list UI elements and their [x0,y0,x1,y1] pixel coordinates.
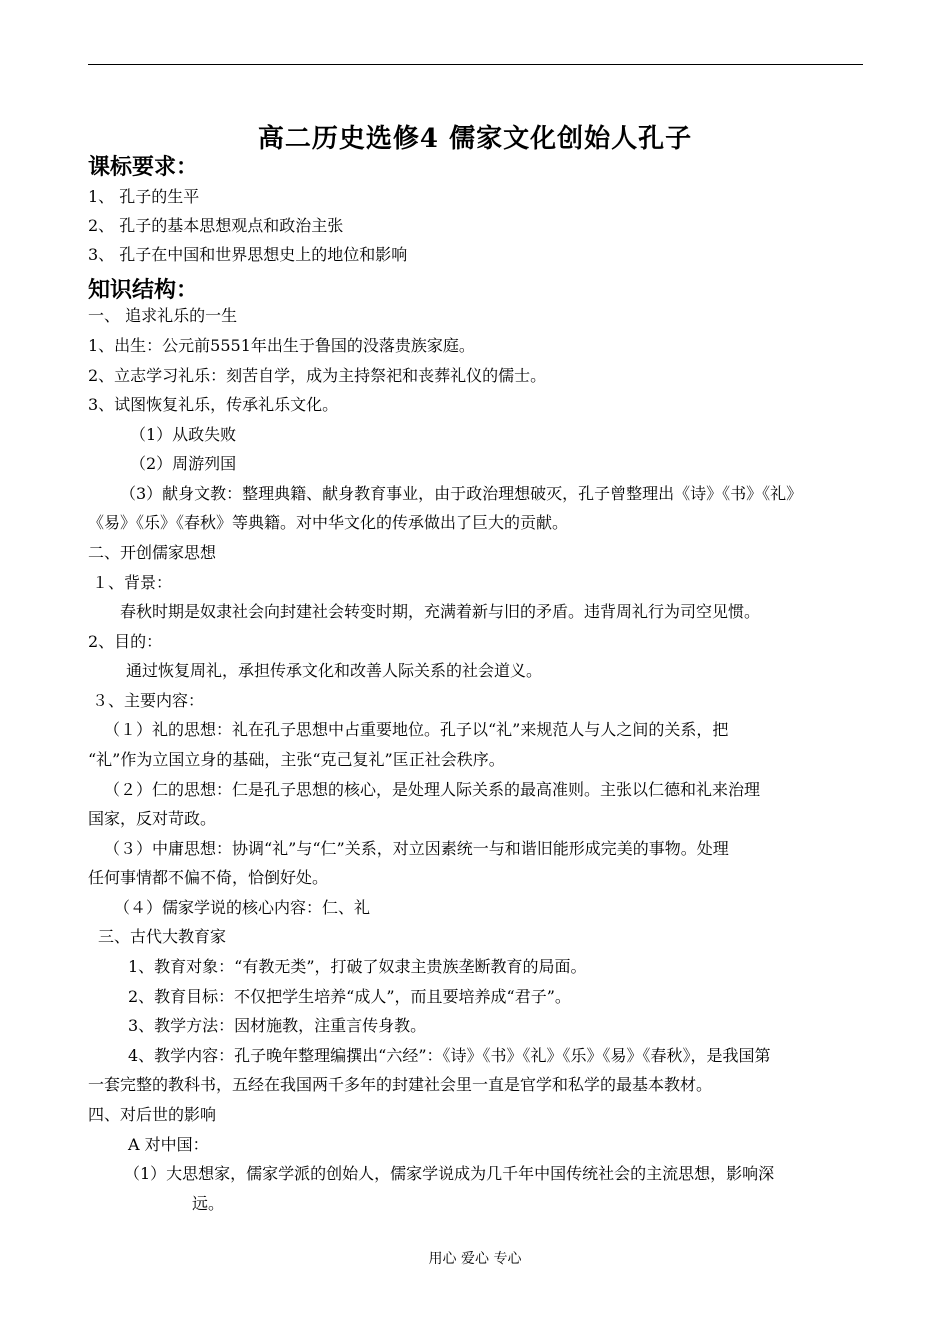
text-line: ３、主要内容： [92,691,205,710]
document-title: 高二历史选修4 儒家文化创始人孔子 [257,124,693,154]
text-line: （３）中庸思想：协调“礼”与“仁”关系，对立因素统一与和谐旧能形成完美的事物。处理 [104,839,729,858]
text-line: （1）大思想家，儒家学派的创始人，儒家学说成为几千年中国传统社会的主流思想，影响深 [124,1164,775,1183]
text-line: 3、试图恢复礼乐，传承礼乐文化。 [88,395,339,414]
text-line: 国家，反对苛政。 [88,809,217,828]
text-line: A 对中国： [128,1135,209,1154]
text-line: 《易》《乐》《春秋》等典籍。对中华文化的传承做出了巨大的贡献。 [88,513,569,532]
text-line: １、背景： [92,573,173,592]
curriculum-heading: 课标要求： [88,155,199,180]
text-line: 任何事情都不偏不倚，恰倒好处。 [88,868,329,887]
text-line: 远。 [192,1194,225,1213]
text-line: 2、教育目标：不仅把学生培养“成人”，而且要培养成“君子”。 [128,987,571,1006]
text-line: （2）周游列国 [130,454,237,473]
text-line: 4、教学内容：孔子晚年整理编撰出“六经”：《诗》《书》《礼》《乐》《易》《春秋》，是我国第 [128,1046,771,1065]
text-line: （3）献身文教：整理典籍、献身教育事业，由于政治理想破灭，孔子曾整理出《诗》《书》《礼》 [120,484,803,503]
text-line: （１）礼的思想：礼在孔子思想中占重要地位。孔子以“礼”来规范人与人之间的关系，把 [104,720,729,739]
text-line: 3、教学方法：因材施教，注重言传身教。 [128,1016,427,1035]
page-footer: 用心 爱心 专心 [428,1251,522,1267]
text-line: 一套完整的教科书，五经在我国两千多年的封建社会里一直是官学和私学的最基本教材。 [88,1075,713,1094]
knowledge-heading: 知识结构： [88,278,199,303]
text-line: （1）从政失败 [130,425,237,444]
section-heading-2: 二、开创儒家思想 [88,543,217,562]
text-line: 1、教育对象：“有教无类”，打破了奴隶主贵族垄断教育的局面。 [128,957,587,976]
text-line: 2、目的： [88,632,163,651]
text-line: （２）仁的思想：仁是孔子思想的核心，是处理人际关系的最高准则。主张以仁德和礼来治理 [104,780,761,799]
section-heading-3: 三、古代大教育家 [98,927,227,946]
text-line: 春秋时期是奴隶社会向封建社会转变时期，充满着新与旧的矛盾。违背周礼行为司空见惯。 [120,602,761,621]
curriculum-item: 2、 孔子的基本思想观点和政治主张 [88,216,344,235]
curriculum-item: 3、 孔子在中国和世界思想史上的地位和影响 [88,245,408,264]
text-line: “礼”作为立国立身的基础，主张“克己复礼”匡正社会秩序。 [88,750,505,769]
header-rule [88,64,863,65]
section-heading-1: 一、 追求礼乐的一生 [88,306,238,325]
text-line: 1、出生：公元前5551年出生于鲁国的没落贵族家庭。 [88,336,475,355]
text-line: 通过恢复周礼，承担传承文化和改善人际关系的社会道义。 [126,661,543,680]
text-line: （４）儒家学说的核心内容：仁、礼 [114,898,371,917]
section-heading-4: 四、对后世的影响 [88,1105,217,1124]
text-line: 2、立志学习礼乐：刻苦自学，成为主持祭祀和丧葬礼仪的儒士。 [88,366,547,385]
curriculum-item: 1、 孔子的生平 [88,187,200,206]
